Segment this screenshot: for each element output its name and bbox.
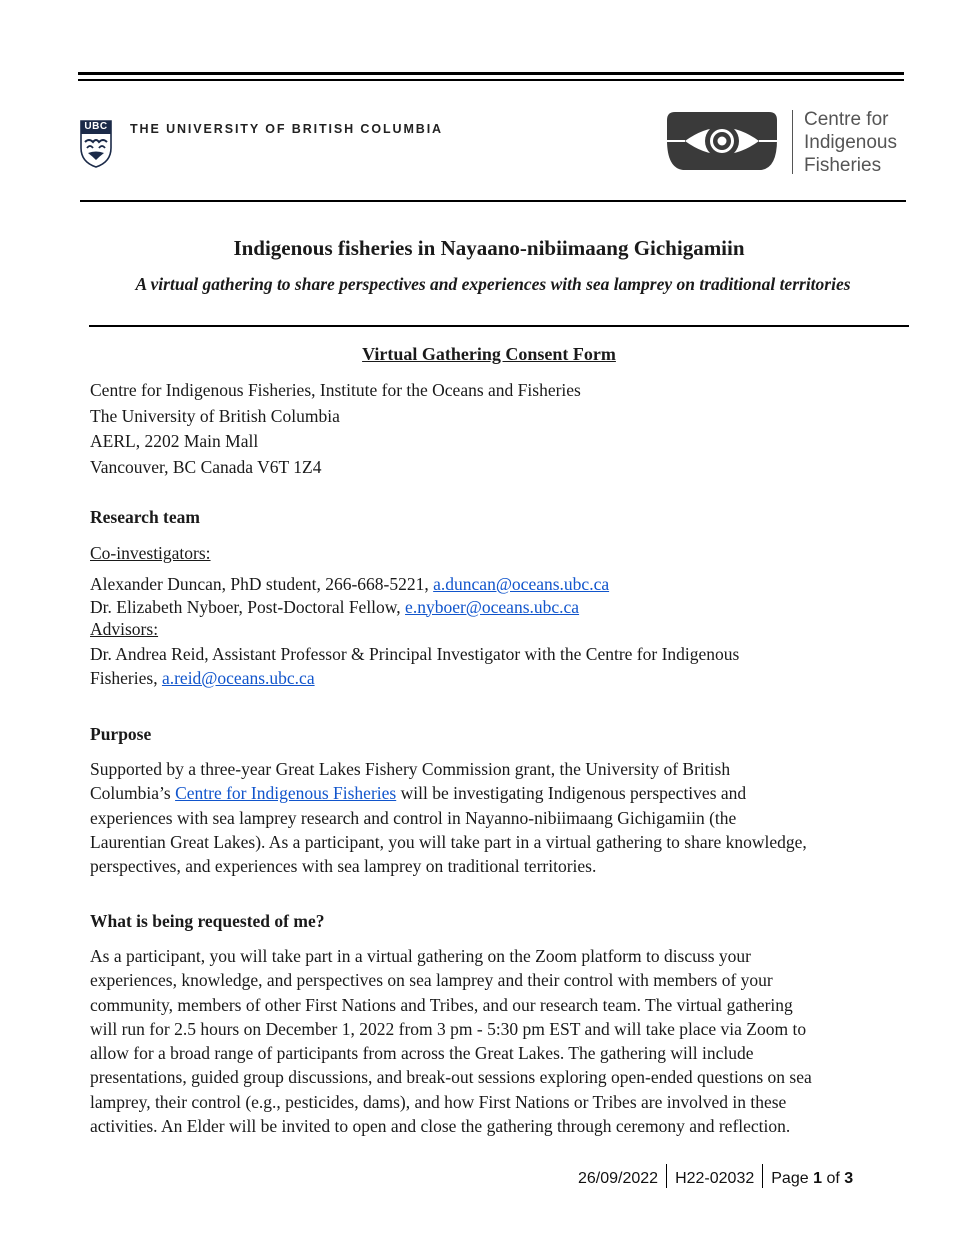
address-line: Centre for Indigenous Fisheries, Institute for the Oceans and Fisheries — [90, 380, 581, 400]
research-team-heading: Research team — [90, 507, 200, 527]
team-member-1 — [90, 573, 739, 596]
requested-paragraph — [90, 944, 812, 1138]
top-rule-upper — [78, 72, 904, 75]
ubc-logo-text: UBC — [84, 121, 108, 132]
advisor-line-1: Dr. Andrea Reid, Assistant Professor & Principal Investigator with the Centre for Indigenous — [90, 643, 740, 664]
page-title: Indigenous fisheries in Nayaano-nibiimaang Gichigamiin — [233, 236, 745, 260]
email-link-nyboer[interactable]: e.nyboer@oceans.ubc.ca — [405, 596, 580, 617]
requested-line: community, members of other First Nations and Tribes, and our research team. The virtual gathering — [90, 994, 793, 1015]
requested-line: lamprey, their control (e.g., pesticides, dams), and how First Nations or Tribes are involved in these — [90, 1091, 787, 1112]
purpose-heading: Purpose — [90, 724, 152, 744]
page-footer — [578, 1167, 853, 1191]
footer-page-of: of — [826, 1170, 840, 1188]
cif-fish-eye-icon — [665, 110, 779, 172]
cif-divider — [792, 110, 793, 174]
cif-line-2: Indigenous — [804, 132, 897, 153]
form-title: Virtual Gathering Consent Form — [362, 344, 616, 364]
coinvestigators-label: Co-investigators: — [90, 543, 211, 563]
cif-website-link[interactable]: Centre for Indigenous Fisheries — [175, 783, 397, 804]
ubc-logo — [80, 120, 112, 168]
cif-logo — [665, 110, 779, 172]
cif-name — [804, 108, 897, 177]
advisor-line-2-text: Fisheries, — [90, 667, 162, 688]
footer-separator — [666, 1164, 667, 1188]
footer-page-total: 3 — [844, 1170, 854, 1188]
purpose-line: perspectives, and experiences with sea lamprey on traditional territories. — [90, 856, 597, 877]
purpose-paragraph — [90, 757, 807, 878]
purpose-line — [90, 781, 807, 805]
team-member-1-text: Alexander Duncan, PhD student, 266-668-5221, — [90, 574, 434, 594]
email-link-duncan[interactable]: a.duncan@oceans.ubc.ca — [433, 574, 610, 594]
team-member-2-text: Dr. Elizabeth Nyboer, Post-Doctoral Fellow, — [90, 596, 406, 617]
purpose-line-2-post: will be investigating Indigenous perspectives and — [396, 783, 747, 804]
requested-line: As a participant, you will take part in a virtual gathering on the Zoom platform to discuss your — [90, 946, 751, 966]
footer-date: 26/09/2022 — [578, 1170, 659, 1188]
title-rule — [89, 325, 909, 327]
team-member-2 — [90, 596, 739, 619]
header-rule — [80, 200, 906, 202]
requested-line: will run for 2.5 hours on December 1, 2022 from 3 pm - 5:30 pm EST and will take place via Zoom to — [90, 1018, 807, 1039]
address-line: AERL, 2202 Main Mall — [90, 431, 259, 451]
cif-line-3: Fisheries — [804, 155, 882, 176]
ubc-name: THE UNIVERSITY OF BRITISH COLUMBIA — [130, 122, 443, 136]
cif-line-1: Centre for — [804, 109, 889, 130]
advisors-label: Advisors: — [90, 619, 159, 639]
footer-code: H22-02032 — [675, 1170, 755, 1188]
address-line: Vancouver, BC Canada V6T 1Z4 — [90, 456, 322, 477]
requested-heading: What is being requested of me? — [90, 911, 325, 931]
advisor-line-2 — [90, 666, 739, 690]
footer-separator — [762, 1164, 763, 1188]
purpose-line: Supported by a three-year Great Lakes Fishery Commission grant, the University of British — [90, 759, 731, 779]
team-list — [90, 573, 739, 690]
page-subtitle: A virtual gathering to share perspectives and experiences with sea lamprey on traditional territories — [135, 274, 851, 294]
footer-page-current: 1 — [813, 1170, 822, 1188]
footer-page-label: Page — [771, 1170, 809, 1188]
top-rule-lower — [78, 79, 904, 81]
requested-line: activities. An Elder will be invited to open and close the gathering through ceremony and reflection. — [90, 1116, 791, 1137]
requested-line: allow for a broad range of participants from across the Great Lakes. The gathering will include — [90, 1043, 754, 1064]
address-line: The University of British Columbia — [90, 405, 340, 426]
email-link-reid[interactable]: a.reid@oceans.ubc.ca — [161, 667, 315, 688]
address-block — [90, 378, 581, 480]
purpose-line: experiences with sea lamprey research and control in Nayanno-nibiimaang Gichigamiin (the — [90, 807, 737, 828]
purpose-line: Laurentian Great Lakes). As a participant, you will take part in a virtual gathering to share knowledge, — [90, 831, 807, 852]
requested-line: experiences, knowledge, and perspectives on sea lamprey and their control with members of your — [90, 970, 773, 991]
requested-line: presentations, guided group discussions, and break-out sessions exploring open-ended questions on sea — [90, 1067, 812, 1088]
purpose-line-2-pre: Columbia’s — [90, 783, 176, 804]
